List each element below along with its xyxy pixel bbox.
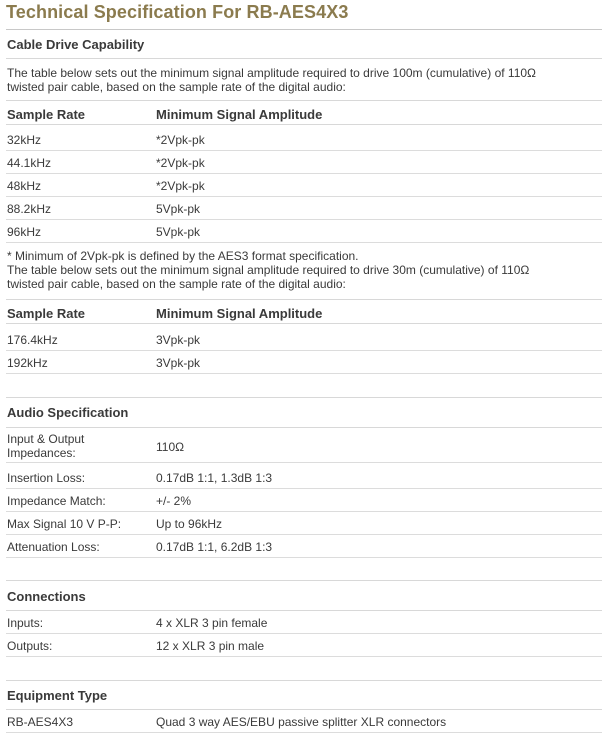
amplitude-cell: *2Vpk-pk	[156, 133, 205, 147]
spec-label: Insertion Loss:	[7, 471, 86, 485]
sample-rate-cell: 48kHz	[7, 179, 42, 193]
connections-top-divider	[6, 580, 602, 581]
table-row	[6, 151, 602, 174]
spec-value: 0.17dB 1:1, 6.2dB 1:3	[156, 540, 273, 554]
table-row	[6, 535, 602, 558]
spec-value: 110Ω	[156, 440, 185, 454]
connection-label: Outputs:	[7, 639, 53, 653]
equipment-top-divider	[6, 680, 602, 681]
spec-label: Impedance Match:	[7, 494, 106, 508]
table-row	[6, 512, 602, 535]
table-row	[6, 710, 602, 733]
sample-rate-cell: 44.1kHz	[7, 156, 52, 170]
connection-label: Inputs:	[7, 616, 44, 630]
sample-rate-cell: 192kHz	[7, 356, 48, 370]
cable-drive-heading: Cable Drive Capability	[7, 37, 145, 52]
table-row	[6, 611, 602, 634]
sample-rate-cell: 176.4kHz	[7, 333, 58, 347]
spec-value: 0.17dB 1:1, 1.3dB 1:3	[156, 471, 273, 485]
table-row	[6, 466, 602, 489]
audio-spec-heading: Audio Specification	[7, 405, 129, 420]
spec-label: Attenuation Loss:	[7, 540, 100, 554]
cable-intro-100m-line2: twisted pair cable, based on the sample rate of the digital audio:	[7, 80, 346, 94]
amplitude-cell: 3Vpk-pk	[156, 356, 201, 370]
table-row	[6, 328, 602, 351]
audio-top-divider	[6, 397, 602, 398]
spec-label: Input & Output Impedances:	[7, 432, 85, 460]
amplitude-cell: 5Vpk-pk	[156, 202, 201, 216]
spec-value: +/- 2%	[156, 494, 192, 508]
table2-col-sample-rate: Sample Rate	[7, 306, 86, 321]
sample-rate-cell: 32kHz	[7, 133, 42, 147]
table-row	[6, 128, 602, 151]
table-row	[6, 220, 602, 243]
table-row	[6, 197, 602, 220]
title-divider	[6, 29, 602, 30]
table1-col-sample-rate: Sample Rate	[7, 107, 86, 122]
spec-value: Up to 96kHz	[156, 517, 223, 531]
sample-rate-cell: 96kHz	[7, 225, 42, 239]
connection-value: 4 x XLR 3 pin female	[156, 616, 268, 630]
amplitude-cell: 5Vpk-pk	[156, 225, 201, 239]
amplitude-cell: *2Vpk-pk	[156, 179, 205, 193]
table-row	[6, 351, 602, 374]
table-row	[6, 489, 602, 512]
cable-intro-30m-line1: The table below sets out the minimum signal amplitude required to drive 30m (cumulative) of 110Ω	[7, 263, 530, 277]
amplitude-cell: 3Vpk-pk	[156, 333, 201, 347]
cable-intro-30m-line2: twisted pair cable, based on the sample rate of the digital audio:	[7, 277, 346, 291]
aes3-footnote: * Minimum of 2Vpk-pk is defined by the AES3 format specification.	[7, 249, 359, 263]
equipment-type-heading: Equipment Type	[7, 688, 108, 703]
page-title: Technical Specification For RB-AES4X3	[6, 2, 349, 22]
table-row	[6, 428, 602, 463]
equipment-model: RB-AES4X3	[7, 715, 74, 729]
connection-value: 12 x XLR 3 pin male	[156, 639, 265, 653]
cable-notes	[7, 249, 597, 291]
table-row	[6, 174, 602, 197]
equipment-description: Quad 3 way AES/EBU passive splitter XLR connectors	[156, 715, 447, 729]
sample-rate-cell: 88.2kHz	[7, 202, 52, 216]
table1-col-min-amplitude: Minimum Signal Amplitude	[156, 107, 323, 122]
cable-intro-100m	[7, 66, 597, 94]
table1-header	[6, 100, 602, 125]
cable-heading-divider	[6, 58, 602, 59]
spec-label: Max Signal 10 V P-P:	[7, 517, 122, 531]
cable-intro-100m-line1: The table below sets out the minimum signal amplitude required to drive 100m (cumulative) of 110Ω	[7, 66, 537, 80]
table2-header	[6, 299, 602, 324]
amplitude-cell: *2Vpk-pk	[156, 156, 205, 170]
connections-heading: Connections	[7, 589, 86, 604]
table2-col-min-amplitude: Minimum Signal Amplitude	[156, 306, 323, 321]
table-row	[6, 634, 602, 657]
